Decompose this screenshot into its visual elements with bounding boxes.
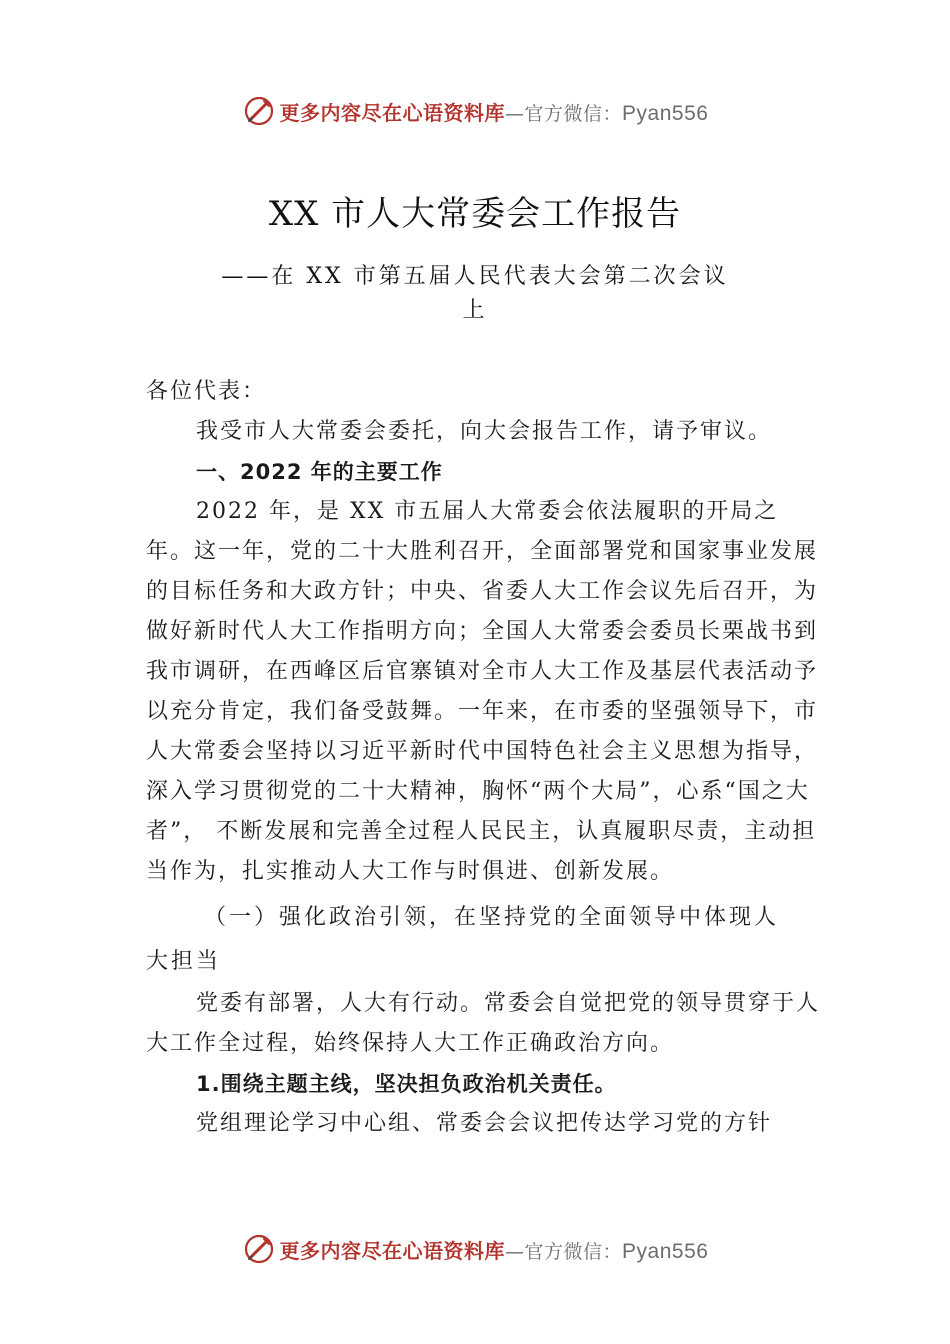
section-1-heading: 一、2022 年的主要工作 bbox=[196, 460, 443, 484]
watermark-brand: 更多内容尽在心语资料库 bbox=[279, 1238, 506, 1263]
subsection-1-heading-line-2: 大担当 bbox=[146, 949, 222, 974]
pen-logo-icon bbox=[242, 1232, 276, 1266]
watermark-separator: —官方微信： bbox=[505, 1240, 623, 1263]
watermark-banner-bottom bbox=[0, 1232, 950, 1266]
document-title: XX 市人大常委会工作报告 bbox=[268, 194, 682, 234]
watermark-wechat-id: Pyan556 bbox=[622, 1239, 709, 1263]
item-1-heading: 1.围绕主题主线，坚决担负政治机关责任。 bbox=[196, 1072, 617, 1096]
watermark-banner-top bbox=[0, 94, 950, 128]
watermark-brand: 更多内容尽在心语资料库 bbox=[279, 100, 506, 125]
greeting: 各位代表： bbox=[146, 379, 267, 404]
intro-paragraph: 我受市人大常委会委托，向大会报告工作，请予审议。 bbox=[196, 419, 773, 444]
document-subtitle bbox=[0, 260, 950, 328]
subtitle-line-2: 上 bbox=[462, 298, 488, 323]
watermark-wechat-id: Pyan556 bbox=[622, 101, 709, 125]
watermark-separator: —官方微信： bbox=[505, 102, 623, 125]
item-1-paragraph: 党组理论学习中心组、常委会会议把传达学习党的方针 bbox=[196, 1111, 773, 1136]
subsection-1-heading bbox=[146, 896, 826, 984]
subsection-1-heading-line-1: （一）强化政治引领，在坚持党的全面领导中体现人 bbox=[204, 905, 780, 930]
subsection-1-paragraph: 党委有部署，人大有行动。常委会自觉把党的领导贯穿于人大工作全过程，始终保持人大工作正确政治方向。 bbox=[146, 991, 821, 1056]
document-body bbox=[146, 368, 826, 1144]
section-1-paragraph: 2022 年，是 XX 市五届人大常委会依法履职的开局之年。这一年，党的二十大胜利召开，全面部署党和国家事业发展的目标任务和大政方针；中央、省委人大工作会议先后召开，为做好新时代人大工作指明方向；全国人大常委会委员长栗战书到我市调研，在西峰区后官寨镇对全市人大工作及基层代表活动予以充分肯定，我们备受鼓舞。一年来，在市委的坚强领导下，市人大常委会坚持以习近平新时代中国特色社会主义思想为指导，深入学习贯彻党的二十大精神，胸怀“两个大局”，心系“国之大者”， 不断发展和完善全过程人民民主，认真履职尽责，主动担当作为，扎实推动人大工作与时俱进、创新发展。 bbox=[146, 499, 819, 884]
pen-logo-icon bbox=[242, 94, 276, 128]
subtitle-line-1: ——在 XX 市第五届人民代表大会第二次会议 bbox=[221, 264, 729, 289]
